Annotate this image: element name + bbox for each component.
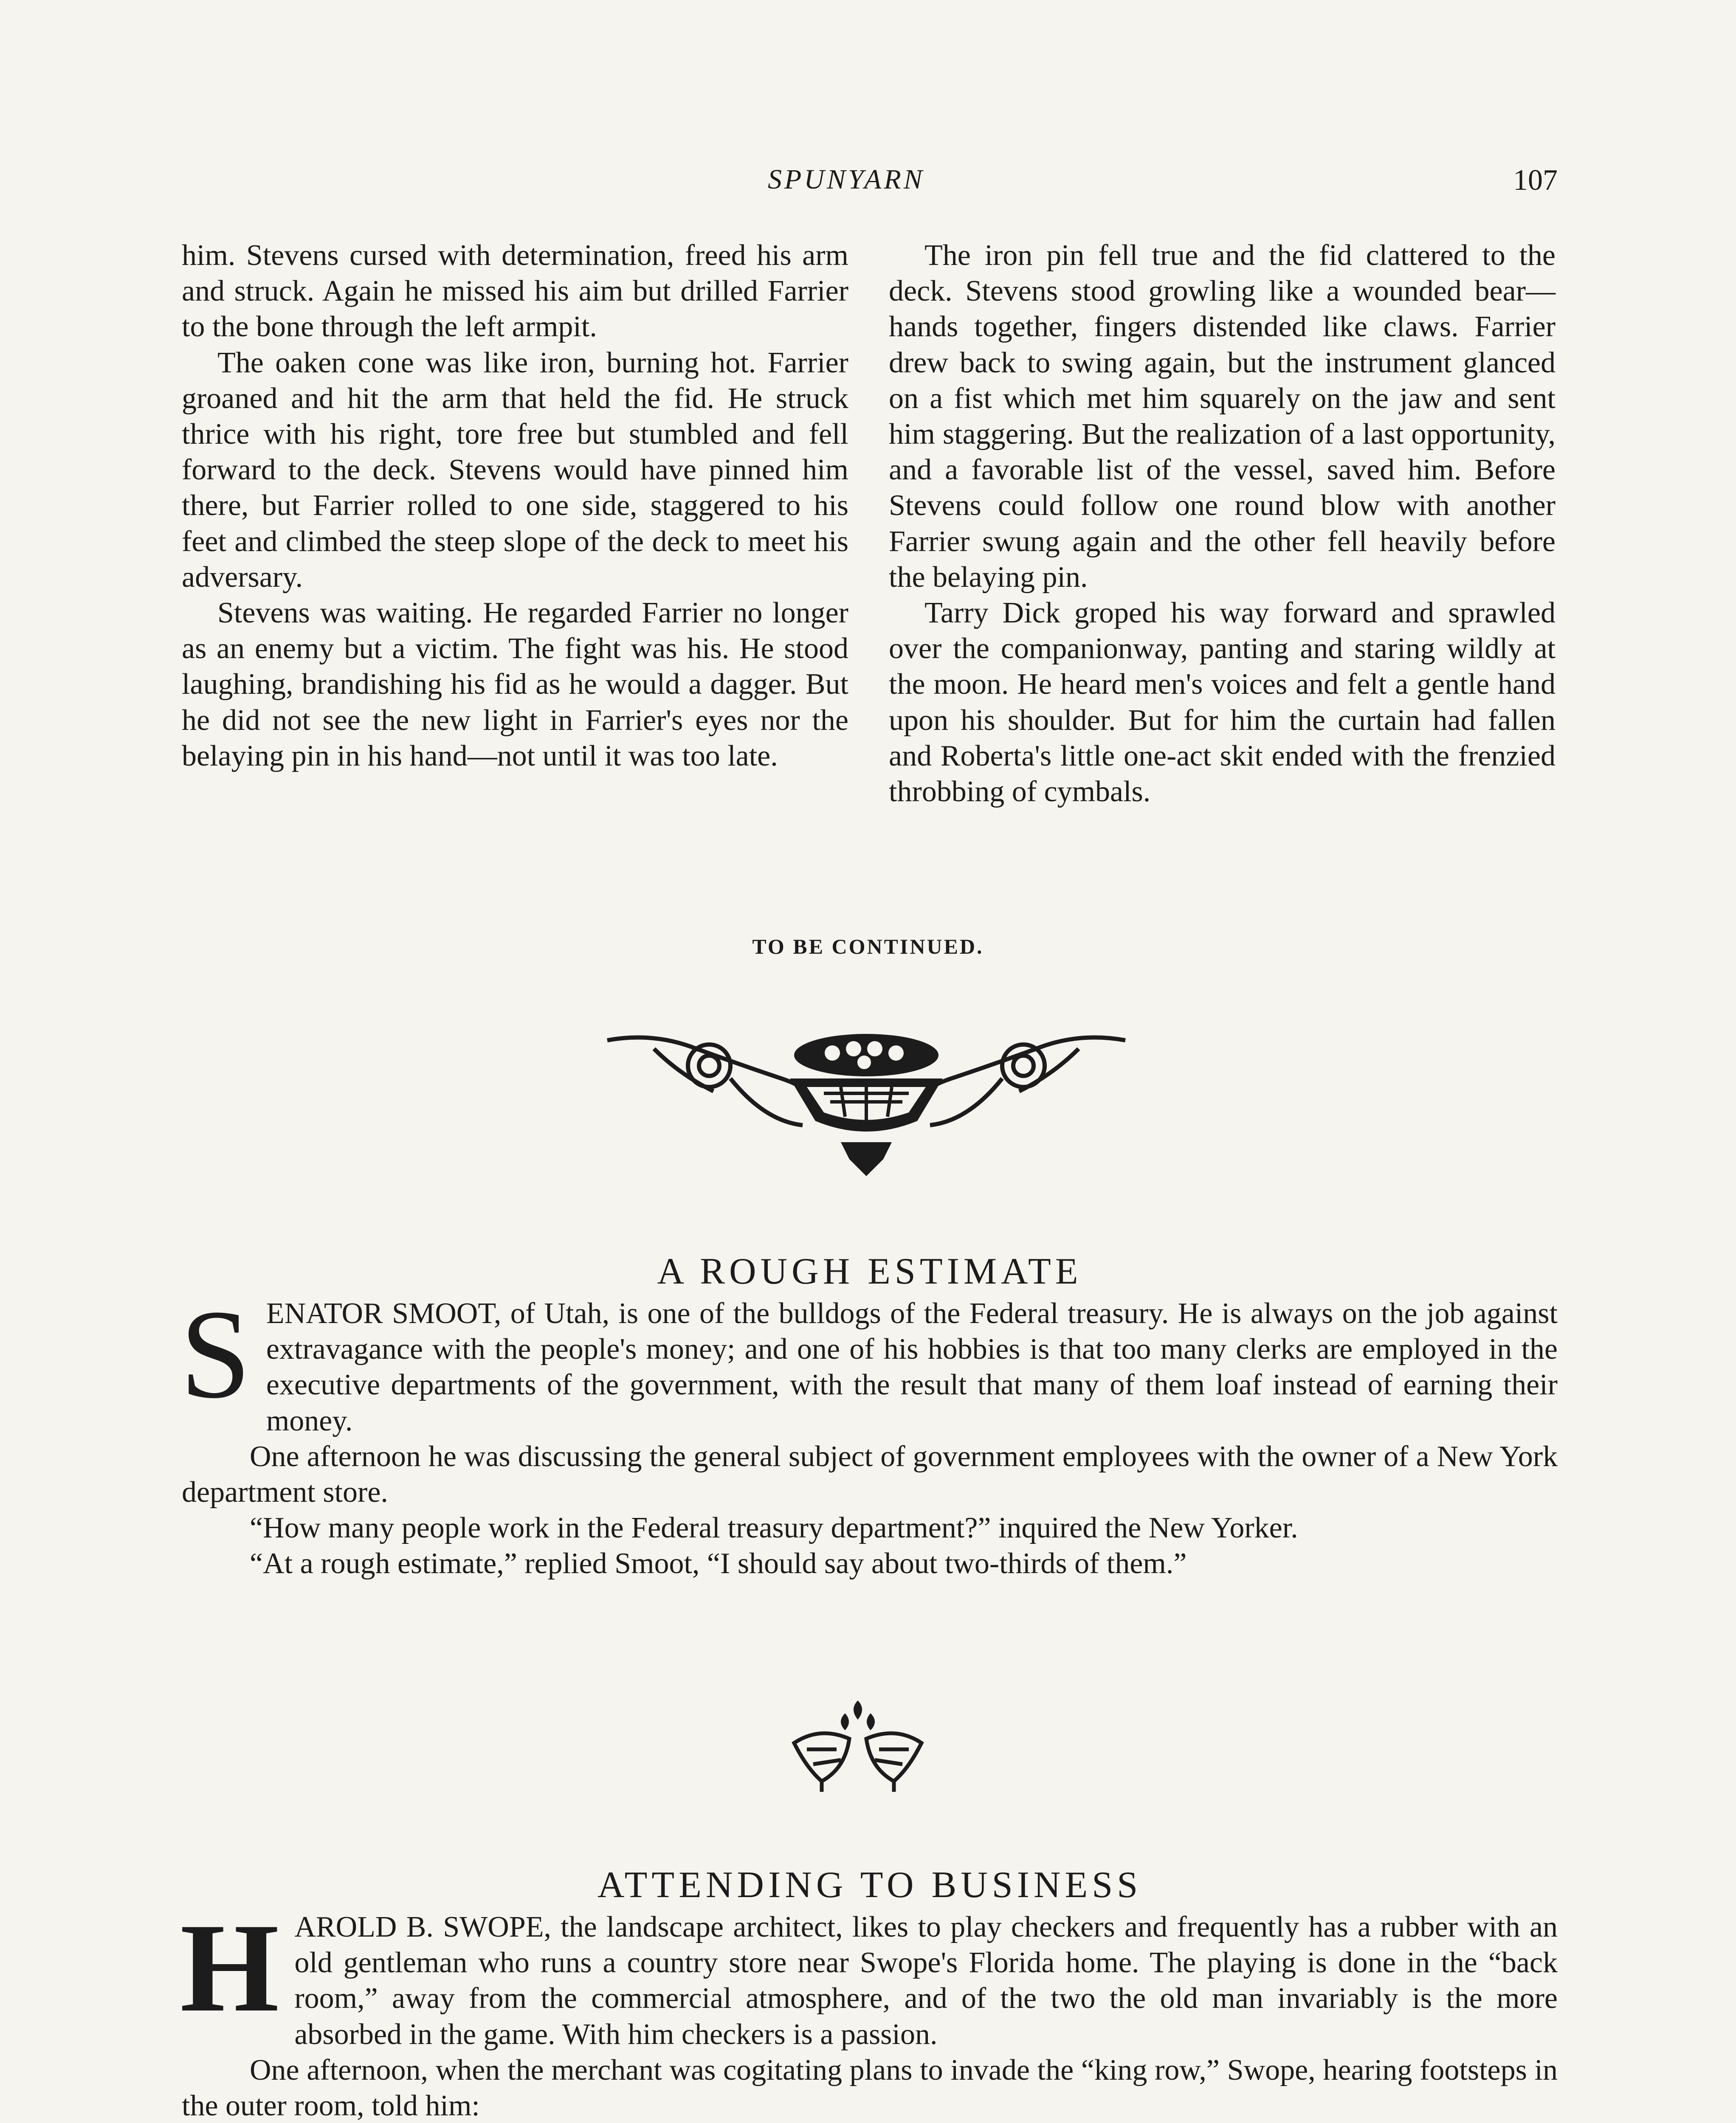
paragraph: The oaken cone was like iron, burning hot. Farrier groaned and hit the arm that held the fid. He struck thrice with his right, tore free but stumbled and fell forward to the deck. Stevens would have pinned him there, but Farrier rolled to one side, staggered to his feet and climbed the steep slope of the deck to meet his adversary.: [182, 346, 848, 594]
article-body: [180, 1897, 1558, 2123]
left-column: [182, 238, 848, 774]
drop-cap: S: [180, 1284, 251, 1425]
running-title: SPUNYARN: [768, 164, 925, 195]
to-be-continued: TO BE CONTINUED.: [752, 935, 984, 958]
leaf-ornament: [781, 1696, 934, 1794]
paragraph: “At a rough estimate,” replied Smoot, “I should say about two-thirds of them.”: [250, 1547, 1187, 1580]
paragraph: [180, 1284, 1558, 1439]
article-body: [180, 1284, 1558, 1582]
rough-estimate-article: [182, 1248, 1558, 1582]
paragraph: Tarry Dick groped his way forward and sprawled over the companionway, panting and staring wildly at the moon. He heard men's voices and felt a gentle hand upon his shoulder. But for him the curtain had fallen and Roberta's little one-act skit ended with the frenzied throbbing of cymbals.: [889, 597, 1556, 808]
paragraph: [180, 1897, 1558, 2053]
paragraph: “How many people work in the Federal treasury department?” inquired the New Yorker.: [250, 1512, 1298, 1545]
story-columns: [182, 238, 1558, 926]
drop-cap: H: [180, 1897, 279, 2038]
first-paragraph-text: AROLD B. SWOPE, the landscape architect, likes to play checkers and frequently has a rubber with an old gentleman who runs a country store near Swope's Florida home. The playing is done in the “back room,” away from the commercial atmosphere, and of the two the old man invariably is the more absorbed in the game. With him checkers is a passion.: [294, 1911, 1558, 2051]
basket-scroll-ornament: [603, 1015, 1130, 1185]
right-column: [889, 238, 1556, 810]
paragraph: One afternoon, when the merchant was cogitating plans to invade the “king row,” Swope, hearing footsteps in the outer room, told him:: [182, 2053, 1558, 2123]
paragraph: Stevens was waiting. He regarded Farrier no longer as an enemy but a victim. The fight was his. He stood laughing, brandishing his fid as he would a dagger. But he did not see the new light in Farrier's eyes nor the belaying pin in his hand—not until it was too late.: [182, 597, 848, 772]
page-number: 107: [1513, 164, 1558, 197]
article-title: A ROUGH ESTIMATE: [657, 1251, 1082, 1292]
attending-business-article: [182, 1862, 1558, 2123]
paragraph: One afternoon he was discussing the general subject of government employees with the owner of a New York department store.: [182, 1440, 1558, 1509]
first-paragraph-text: ENATOR SMOOT, of Utah, is one of the bulldogs of the Federal treasury. He is always on the job against extravagance with the people's money; and one of his hobbies is that too many clerks are employed in the executive departments of the government, with the result that many of them loaf instead of earning their money.: [266, 1297, 1558, 1437]
paragraph: The iron pin fell true and the fid clattered to the deck. Stevens stood growling like a wounded bear—hands together, fingers distended like claws. Farrier drew back to swing again, but the instrument glanced on a fist which met him squarely on the jaw and sent him staggering. But the realization of a last opportunity, and a favorable list of the vessel, saved him. Before Stevens could follow one round blow with another Farrier swung again and the other fell heavily before the belaying pin.: [889, 239, 1556, 594]
article-title: ATTENDING TO BUSINESS: [597, 1864, 1142, 1906]
paragraph: him. Stevens cursed with determination, freed his arm and struck. Again he missed his aim but drilled Farrier to the bone through the left armpit.: [182, 239, 848, 344]
running-head: [182, 163, 1558, 202]
